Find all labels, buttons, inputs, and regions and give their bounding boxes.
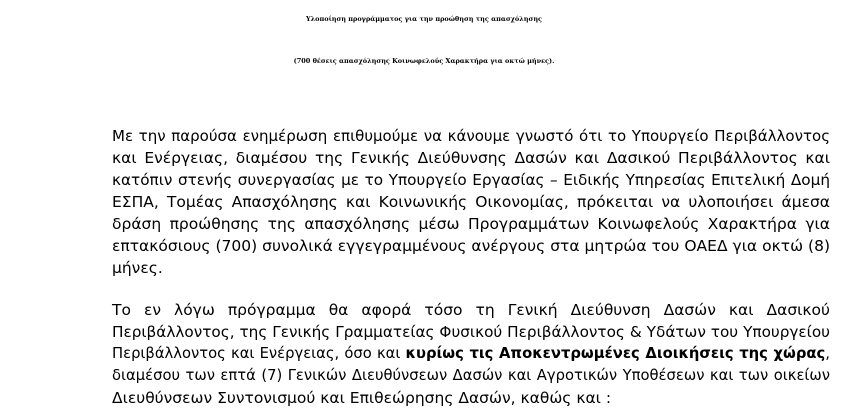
paragraph-line: Διευθύνσεων Συντονισμού και Επιθεώρησης Δασών, καθώς και :	[112, 389, 612, 407]
paragraph-line-mixed	[112, 343, 830, 365]
emphasized-text: κυρίως τις Αποκεντρωμένες Διοικήσεις της χώρας	[405, 345, 826, 362]
paragraph-line: Με την παρούσα ενημέρωση επιθυμούμε να κάνουμε γνωστό ότι το Υπουργείο Περιβάλλοντος	[112, 127, 830, 145]
paragraph-line: και Ενέργειας, διαμέσου της Γενικής Διεύθυνσης Δασών και Δασικού Περιβάλλοντος και	[112, 149, 830, 167]
paragraph-line: Περιβάλλοντος, της Γενικής Γραμματείας Φυσικού Περιβάλλοντος & Υδάτων του Υπουργείου	[112, 323, 830, 341]
paragraph-line: κατόπιν στενής συνεργασίας με το Υπουργείο Εργασίας – Ειδικής Υπηρεσίας Επιτελική Δομή	[112, 171, 830, 189]
paragraph-line: επτακόσιους (700) συνολικά εγγεγραμμένους ανέργους στα μητρώα του ΟΑΕΔ για οκτώ (8)	[112, 237, 830, 255]
paragraph-1	[112, 125, 830, 279]
document-title: Υλοποίηση προγράμματος για την προώθηση της απασχόλησης	[305, 15, 543, 23]
paragraph-2	[112, 299, 830, 409]
paragraph-line: ΕΣΠΑ, Τομέας Απασχόλησης και Κοινωνικής Οικονομίας, πρόκειται να υλοποιήσει άμεσα	[112, 193, 830, 211]
paragraph-line: διαμέσου των επτά (7) Γενικών Διευθύνσεων Δασών και Αγροτικών Υποθέσεων και των οικείων	[112, 367, 830, 384]
paragraph-line: Το εν λόγω πρόγραμμα θα αφορά τόσο τη Γενική Διεύθυνση Δασών και Δασικού	[112, 301, 830, 319]
document-subtitle: (700 θέσεις απασχόλησης Κοινωφελούς Χαρακτήρα για οκτώ μήνες).	[293, 57, 555, 65]
text-segment: ,	[825, 345, 830, 362]
paragraph-line: δράση προώθησης της απασχόλησης μέσω Προγραμμάτων Κοινωφελούς Χαρακτήρα για	[112, 215, 830, 233]
paragraph-line: μήνες.	[112, 259, 163, 277]
text-segment: Περιβάλλοντος και Ενέργειας, όσο και	[112, 345, 406, 362]
